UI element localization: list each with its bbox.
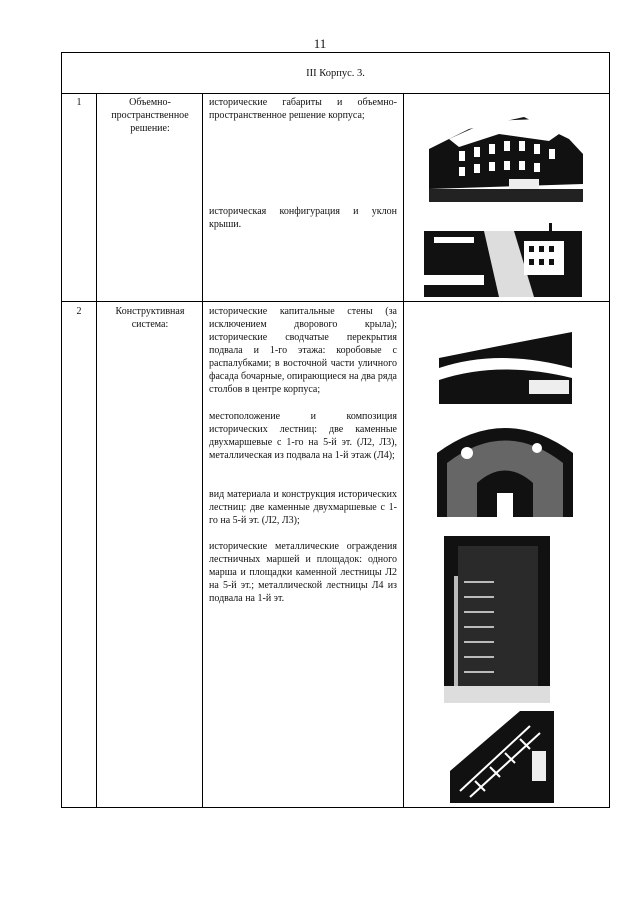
column-divider (403, 93, 404, 807)
row-item: исторические капитальные стены (за исключением дворового крыла); исторические сводчатые перекрытия подвала и 1-го этажа: коробовые с распалубками; в восточной части уличного фасада бочарные, опирающиеся на два ряда столбов в центре корпуса; (209, 306, 397, 395)
row-item: местоположение и композиция исторических лестниц: две каменные двухмаршевые с 1-го на 5-й эт. (Л2, Л3), металлическая из подвала на 1-й этаж (Л4); (209, 411, 397, 461)
column-divider (96, 93, 97, 807)
row-item: исторические габариты и объемно-пространственное решение корпуса; (209, 97, 397, 121)
row-name: Объемно-пространственное решение: (111, 97, 189, 134)
row-divider (62, 301, 609, 302)
row-item: историческая конфигурация и уклон крыши. (209, 206, 397, 230)
building-facade-photo (429, 99, 583, 202)
row-number: 2 (76, 306, 82, 317)
vaulted-basement-photo (437, 413, 573, 517)
heritage-table (61, 52, 610, 808)
row-item: вид материала и конструкция исторических лестниц: две каменные двухмаршевые с 1-го на 5-й эт. (Л2, Л3); (209, 489, 397, 526)
row-item: исторические металлические ограждения лестничных маршей и площадок: одного марша и площадки каменной лестницы Л2 на 5-й эт.; металлической лестницы Л4 из подвала на 1-й эт. (209, 541, 397, 604)
vaulted-ceiling-photo (439, 318, 572, 404)
metal-stair-photo (450, 711, 554, 803)
row-name: Конструктивная система: (115, 306, 185, 330)
staircase-photo (444, 536, 550, 703)
row-number: 1 (76, 97, 82, 108)
page-number: 11 (313, 36, 327, 51)
section-header: III Корпус. 3. (62, 53, 609, 94)
roofs-view-photo (424, 219, 582, 297)
column-divider (202, 93, 203, 807)
